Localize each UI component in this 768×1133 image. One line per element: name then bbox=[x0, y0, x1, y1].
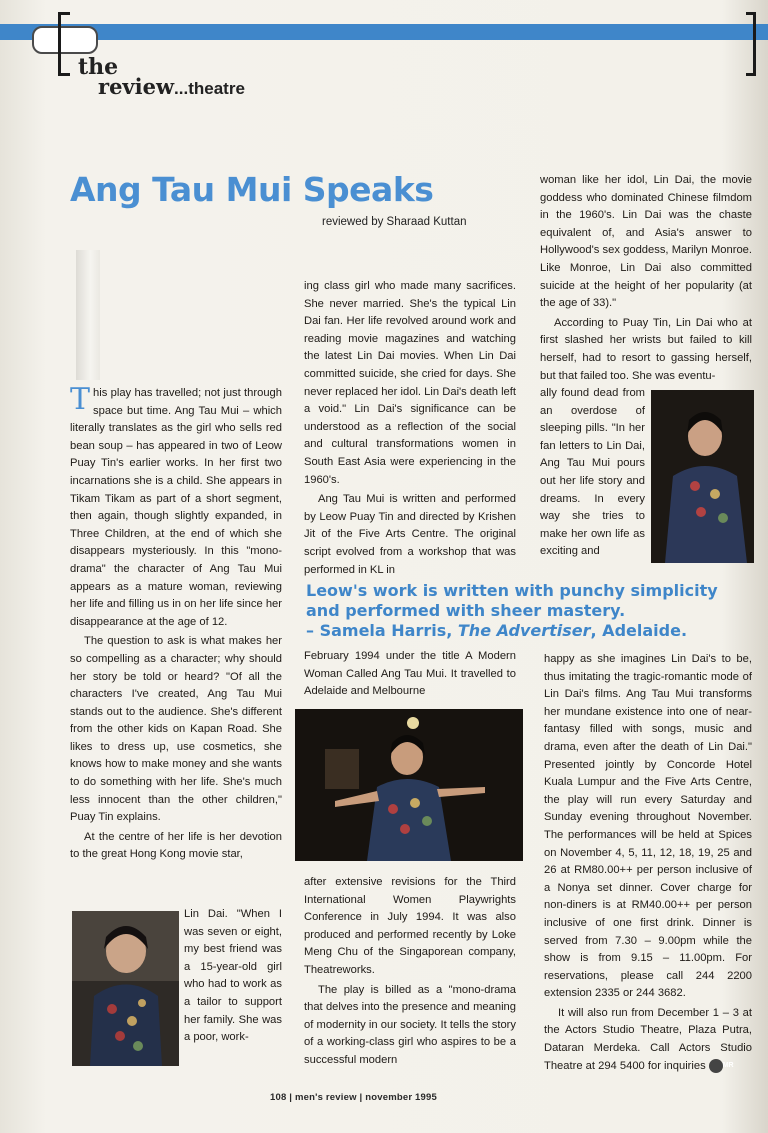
faded-graphic bbox=[76, 250, 100, 380]
paragraph: At the centre of her life is her devotion to the great Hong Kong movie star, bbox=[70, 830, 282, 861]
portrait-photo-image bbox=[72, 911, 179, 1066]
pull-quote-attribution bbox=[306, 621, 736, 641]
column-2-bottom bbox=[304, 874, 516, 1072]
intro-text: his play has travelled; not just through space but time. Ang Tau Mui – which literally translates as the girl who sells red bean soup – has appeared in two of Leow Puay Tin's earlier works. In her first two incarnations she is a child. She appears in Tikam Tikam as part of a short segment, then again, though slightly expanded, in Three Children, at the end of which she disappears mysteriously. In this "mono-drama" the character of Ang Tau Mui appears as a mature woman, reviewing her life and filling us in on her life since her disappearance at the age of 12. bbox=[70, 387, 282, 628]
paragraph: Ang Tau Mui is written and performed by Leow Puay Tin and directed by Krishen Jit of the Five Arts Centre. The original script evolved from a workshop that was performed in KL in bbox=[304, 493, 516, 576]
column-1 bbox=[70, 382, 282, 866]
section-subtitle: ...theatre bbox=[174, 79, 245, 98]
end-mark-badge: MR bbox=[709, 1059, 723, 1073]
stage-photo bbox=[295, 709, 523, 861]
paragraph: According to Puay Tin, Lin Dai who at first slashed her wrists but failed to kill herself, had to resort to gassing herself, but that failed too. She was eventu- bbox=[540, 316, 752, 382]
pull-quote-line-1: Leow's work is written with punchy simplicity bbox=[306, 581, 718, 600]
pull-quote-line-2: and performed with sheer mastery. bbox=[306, 601, 626, 620]
closing-text: It will also run from December 1 – 3 at the Actors Studio Theatre, Plaza Putra, Dataran Merdeka. Call Actors Studio Theatre at 294 5400 for inquiries bbox=[544, 1006, 752, 1072]
attribution-suffix: , Adelaide. bbox=[590, 621, 688, 640]
paragraph: woman like her idol, Lin Dai, the movie goddess who dominated Chinese filmdom in the 1960's. Lin Dai was the chaste equivalent of, and Asia's answer to Hollywood's sex goddess, Marilyn Monroe. Like Monroe, Lin Dai also committed suicide at the height of her popularity (at the age of 33)." bbox=[540, 174, 752, 310]
section-review-word: review bbox=[98, 74, 175, 99]
column-2-middle: February 1994 under the title A Modern Woman Called Ang Tau Mui. It travelled to Adelaide and Melbourne bbox=[304, 650, 516, 698]
performer-photo-image bbox=[651, 390, 754, 563]
attribution-prefix: – Samela Harris, bbox=[306, 621, 458, 640]
top-color-bar bbox=[0, 24, 768, 40]
paragraph: ing class girl who made many sacrifices. She never married. She's the typical Lin Dai fan. Her life revolved around work and reading movie magazines and watching the latest Lin Dai movies. When Lin Dai committed suicide, she cried for days. She never replaced her idol. Lin Dai's death left a void." Lin Dai's significance can be understood as a reflection of the social and cultural transformations women in South East Asia were experiencing in the 1960's. bbox=[304, 280, 516, 486]
portrait-photo bbox=[72, 911, 179, 1066]
attribution-source: The Advertiser bbox=[457, 621, 591, 640]
paragraph: happy as she imagines Lin Dai's to be, thus imitating the tragic-romantic mode of Lin Dai's films. Ang Tau Mui transforms her mundane existence into one of near-fantasy filled with songs, music and drama, even after the death of Lin Dai." Presented jointly by Concorde Hotel Kuala Lumpur and the Five Arts Centre, the play will run every Saturday and Sunday evening throughout November. The performances will be held at Spices on November 4, 5, 11, 12, 18, 19, 25 and 26 at RM80.00++ per person inclusive of a Nonya set dinner. Cover charge for non-diners is at RM40.00++ per person inclusive of one first drink. Dinner is served from 7.30 – 9.00pm while the show is from 9.15 – 11.00pm. For reservations, please call 244 2200 extension 2335 or 244 3682. bbox=[544, 653, 752, 1000]
section-label-the: the bbox=[78, 54, 119, 80]
paragraph bbox=[544, 1005, 752, 1075]
stage-photo-image bbox=[295, 709, 523, 861]
column-1-wrap-text: Lin Dai. "When I was seven or eight, my best friend was a 15-year-old girl who had to work as a tailor to support her family. She was a poor, work- bbox=[184, 908, 282, 1044]
paragraph: after extensive revisions for the Third International Women Playwrights Conference in July 1994. It was also produced and performed recently by Loke Meng Chu of the Singaporean company, Theatreworks. bbox=[304, 876, 516, 976]
paragraph: The play is billed as a "mono-drama that delves into the presence and meaning of modernity in our society. It tells the story of a working-class girl who aspires to be a successful modern bbox=[304, 983, 516, 1066]
left-bracket-decoration bbox=[58, 12, 70, 76]
column-3 bbox=[540, 172, 752, 387]
column-2 bbox=[304, 278, 516, 581]
pull-quote bbox=[306, 581, 736, 641]
column-3-bottom bbox=[544, 651, 752, 1077]
byline: reviewed by Sharaad Kuttan bbox=[322, 216, 467, 228]
right-bracket-decoration bbox=[746, 12, 756, 76]
page-footer: 108 | men's review | november 1995 bbox=[270, 1092, 437, 1103]
paragraph-intro bbox=[70, 382, 282, 631]
article-title: Ang Tau Mui Speaks bbox=[70, 170, 434, 209]
drop-cap: T bbox=[70, 382, 91, 417]
performer-photo bbox=[651, 390, 754, 563]
column-3-wrap-text: ally found dead from an overdose of sleeping pills. "In her fan letters to Lin Dai, Ang Tau Mui pours out her life story and dreams. In every way she tries to make her own life as exciting and bbox=[540, 387, 645, 558]
paragraph: The question to ask is what makes her so compelling as a character; why should her story be told or heard? "Of all the characters I've created, Ang Tau Mui stands out to the audience. She's different from the other kids on Kapan Road. She likes to dress up, use cosmetics, she knows how to make money and she wants to do something with her life. She's much less innocent than the other children," Puay Tin explains. bbox=[70, 635, 282, 824]
section-label-review bbox=[98, 74, 245, 99]
